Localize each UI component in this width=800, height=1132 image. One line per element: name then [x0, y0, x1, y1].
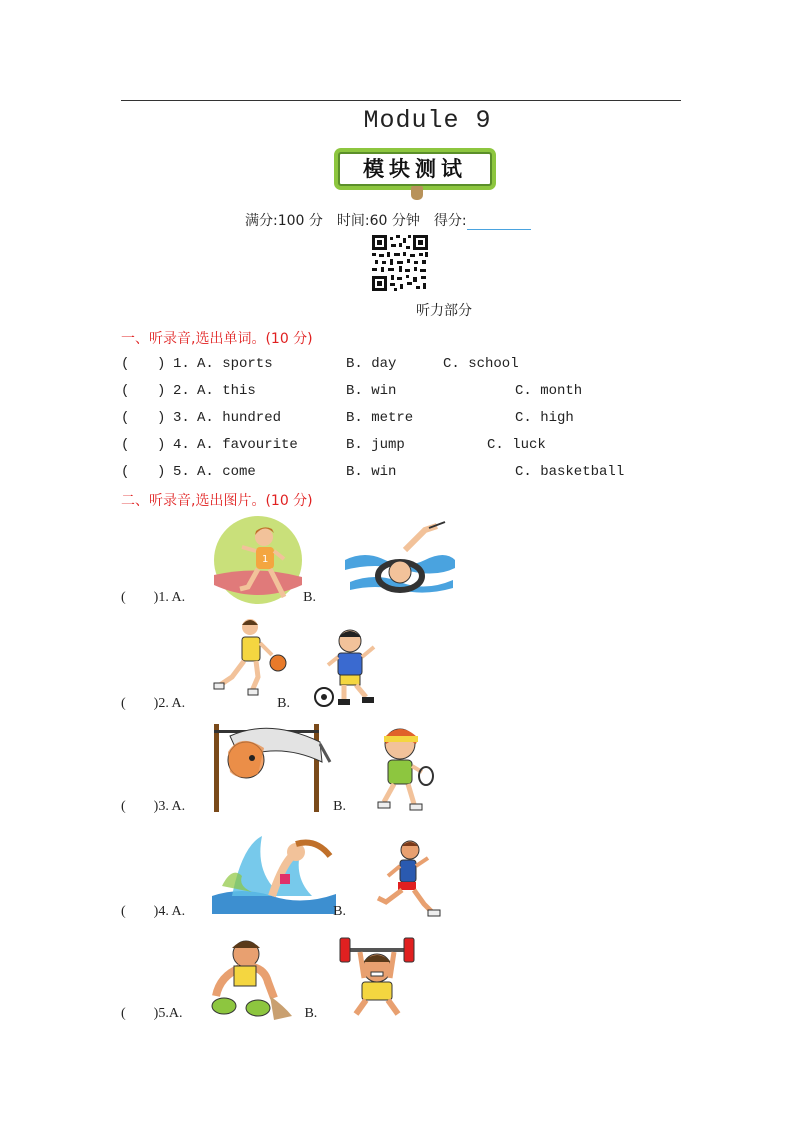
paren-close: )	[157, 464, 166, 480]
word-question-1	[121, 356, 681, 376]
answer-paren[interactable]: (	[121, 799, 126, 814]
option-b-label: B.	[277, 696, 291, 711]
option-c[interactable]: C. high	[515, 410, 574, 426]
test-banner	[318, 146, 514, 198]
question-label: )1. A.	[153, 590, 186, 605]
option-b[interactable]: B. jump	[346, 437, 405, 453]
score-label: 得分:	[433, 213, 467, 229]
question-label: )2. A.	[153, 696, 186, 711]
option-a[interactable]: A. this	[197, 383, 256, 399]
answer-paren[interactable]: (	[121, 904, 126, 919]
tennis-girl-illustration[interactable]	[370, 722, 436, 814]
question-number: 5.	[173, 464, 190, 480]
svg-text:1: 1	[262, 554, 269, 565]
basketball-player-illustration[interactable]	[212, 615, 292, 697]
banner-label: 模块测试	[338, 152, 492, 186]
section1-heading: 一、听录音,选出单词。(10 分)	[121, 331, 313, 347]
top-rule	[121, 100, 681, 101]
answer-paren[interactable]: (	[121, 410, 130, 426]
option-b-label: B.	[333, 904, 347, 919]
answer-paren[interactable]: (	[121, 383, 130, 399]
answer-paren[interactable]: (	[121, 1006, 126, 1021]
qr-code-icon[interactable]	[372, 235, 428, 291]
word-question-5	[121, 464, 681, 484]
question-label: )5.A.	[153, 1006, 183, 1021]
weightlifter-illustration[interactable]	[338, 934, 416, 1020]
option-b[interactable]: B. metre	[346, 410, 414, 426]
page-title: Module 9	[363, 106, 492, 135]
picture-question-1	[121, 590, 316, 606]
word-question-2	[121, 383, 681, 403]
paren-close: )	[157, 383, 166, 399]
question-label: )3. A.	[153, 799, 186, 814]
option-c[interactable]: C. basketball	[515, 464, 625, 480]
answer-paren[interactable]: (	[121, 590, 126, 605]
listening-part-label: 听力部分	[416, 303, 472, 319]
picture-question-4	[121, 904, 346, 920]
football-boy-illustration[interactable]	[312, 625, 392, 711]
paren-close: )	[157, 356, 166, 372]
paper-clip-icon	[411, 186, 423, 200]
option-c[interactable]: C. luck	[487, 437, 546, 453]
option-c[interactable]: C. month	[515, 383, 583, 399]
paren-close: )	[157, 437, 166, 453]
option-a[interactable]: A. hundred	[197, 410, 282, 426]
exam-time: 时间:60 分钟	[336, 213, 420, 229]
option-b-label: B.	[333, 799, 347, 814]
option-b-label: B.	[304, 1006, 318, 1021]
running-man-illustration[interactable]	[372, 838, 446, 918]
option-c[interactable]: C. school	[443, 356, 519, 372]
picture-question-2	[121, 696, 290, 712]
question-number: 2.	[173, 383, 190, 399]
full-marks: 满分:100 分	[245, 213, 323, 229]
question-number: 3.	[173, 410, 190, 426]
question-number: 4.	[173, 437, 190, 453]
paren-close: )	[157, 410, 166, 426]
section2-heading: 二、听录音,选出图片。(10 分)	[121, 493, 313, 509]
question-number: 1.	[173, 356, 190, 372]
option-b[interactable]: B. day	[346, 356, 397, 372]
word-question-4	[121, 437, 681, 457]
question-label: )4. A.	[153, 904, 186, 919]
picture-question-3	[121, 799, 346, 815]
answer-paren[interactable]: (	[121, 464, 130, 480]
answer-paren[interactable]: (	[121, 356, 130, 372]
option-a[interactable]: A. come	[197, 464, 256, 480]
word-question-3	[121, 410, 681, 430]
answer-paren[interactable]: (	[121, 696, 126, 711]
option-b[interactable]: B. win	[346, 383, 397, 399]
exam-info	[245, 210, 545, 230]
option-b[interactable]: B. win	[346, 464, 397, 480]
score-blank[interactable]	[467, 215, 531, 230]
option-b-label: B.	[303, 590, 317, 605]
option-a[interactable]: A. favourite	[197, 437, 298, 453]
swimmer-illustration[interactable]	[345, 520, 455, 602]
option-a[interactable]: A. sports	[197, 356, 273, 372]
answer-paren[interactable]: (	[121, 437, 130, 453]
picture-question-5	[121, 1006, 317, 1022]
